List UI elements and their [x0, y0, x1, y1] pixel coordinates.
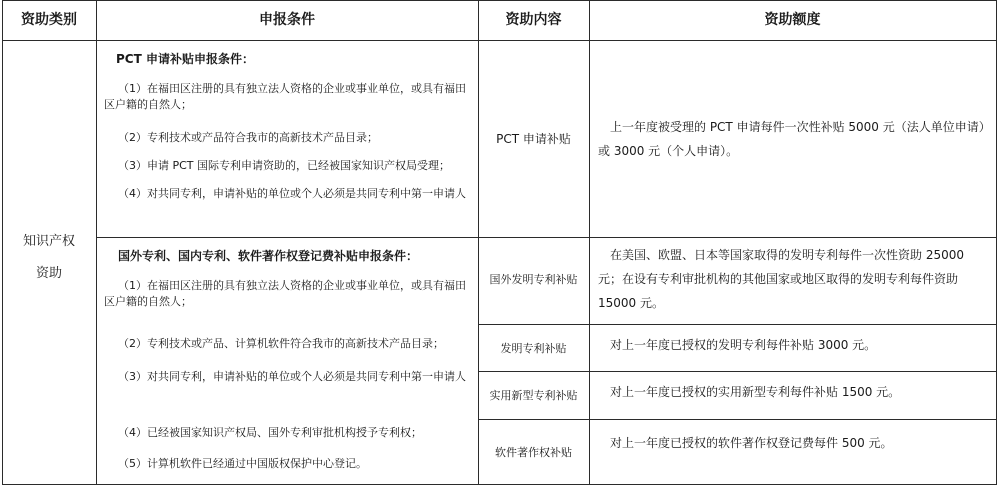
category-text-line1: 知识产权: [22, 234, 75, 249]
invention-content: 发明专利补贴: [500, 342, 567, 355]
pct-amount: 上一年度被受理的 PCT 申请每件一次性补贴 5000 元（法人单位申请）或 3000 元（个人申请）。: [598, 120, 985, 158]
foreign-condition-4: （4）已经被国家知识产权局、国外专利审批机构授予专利权；: [118, 426, 422, 439]
foreign-condition-5: （5）计算机软件已经通过中国版权保护中心登记。: [118, 457, 367, 470]
row-divider: [478, 324, 996, 325]
pct-content: PCT 申请补贴: [496, 132, 571, 146]
invention-amount: 对上一年度已授权的发明专利每件补贴 3000 元。: [610, 338, 877, 352]
row-divider: [96, 237, 996, 238]
header-conditions: 申报条件: [259, 12, 315, 28]
header-category: 资助类别: [21, 12, 77, 28]
software-copyright-content: 软件著作权补贴: [495, 446, 572, 459]
foreign-invention-content: 国外发明专利补贴: [489, 273, 578, 286]
category-cell: [2, 226, 96, 290]
column-divider: [478, 0, 479, 485]
foreign-condition-3: （3）对共同专利，申请补贴的单位或个人必须是共同专利中第一申请人: [118, 370, 466, 383]
pct-condition-2: （2）专利技术或产品符合我市的高新技术产品目录；: [118, 131, 378, 144]
pct-conditions-title: PCT 申请补贴申报条件：: [116, 52, 254, 66]
foreign-condition-1: （1）在福田区注册的具有独立法人资格的企业或事业单位，或具有福田区户籍的自然人；: [104, 279, 466, 308]
foreign-invention-amount: 在美国、欧盟、日本等国家取得的发明专利每件一次性资助 25000 元；在设有专利审批机构的其他国家或地区取得的发明专利每件资助 15000 元。: [598, 248, 964, 310]
column-divider: [96, 0, 97, 485]
software-copyright-amount: 对上一年度已授权的软件著作权登记费每件 500 元。: [610, 436, 893, 450]
row-divider: [478, 371, 996, 372]
pct-condition-3: （3）申请 PCT 国际专利申请资助的，已经被国家知识产权局受理；: [118, 159, 451, 172]
pct-condition-1: （1）在福田区注册的具有独立法人资格的企业或事业单位，或具有福田区户籍的自然人；: [104, 82, 466, 111]
utility-model-content: 实用新型专利补贴: [489, 389, 578, 402]
pct-condition-4: （4）对共同专利，申请补贴的单位或个人必须是共同专利中第一申请人: [118, 187, 466, 200]
header-amount: 资助额度: [764, 12, 821, 28]
foreign-conditions-title: 国外专利、国内专利、软件著作权登记费补贴申报条件：: [118, 249, 419, 263]
header-content: 资助内容: [505, 12, 562, 28]
foreign-condition-2: （2）专利技术或产品、计算机软件符合我市的高新技术产品目录；: [118, 337, 444, 350]
utility-model-amount: 对上一年度已授权的实用新型专利每件补贴 1500 元。: [610, 385, 901, 399]
row-divider: [478, 419, 996, 420]
row-divider: [2, 40, 996, 41]
column-divider: [996, 0, 997, 485]
row-divider: [2, 484, 996, 485]
category-text-line2: 资助: [35, 266, 62, 281]
column-divider: [589, 0, 590, 485]
